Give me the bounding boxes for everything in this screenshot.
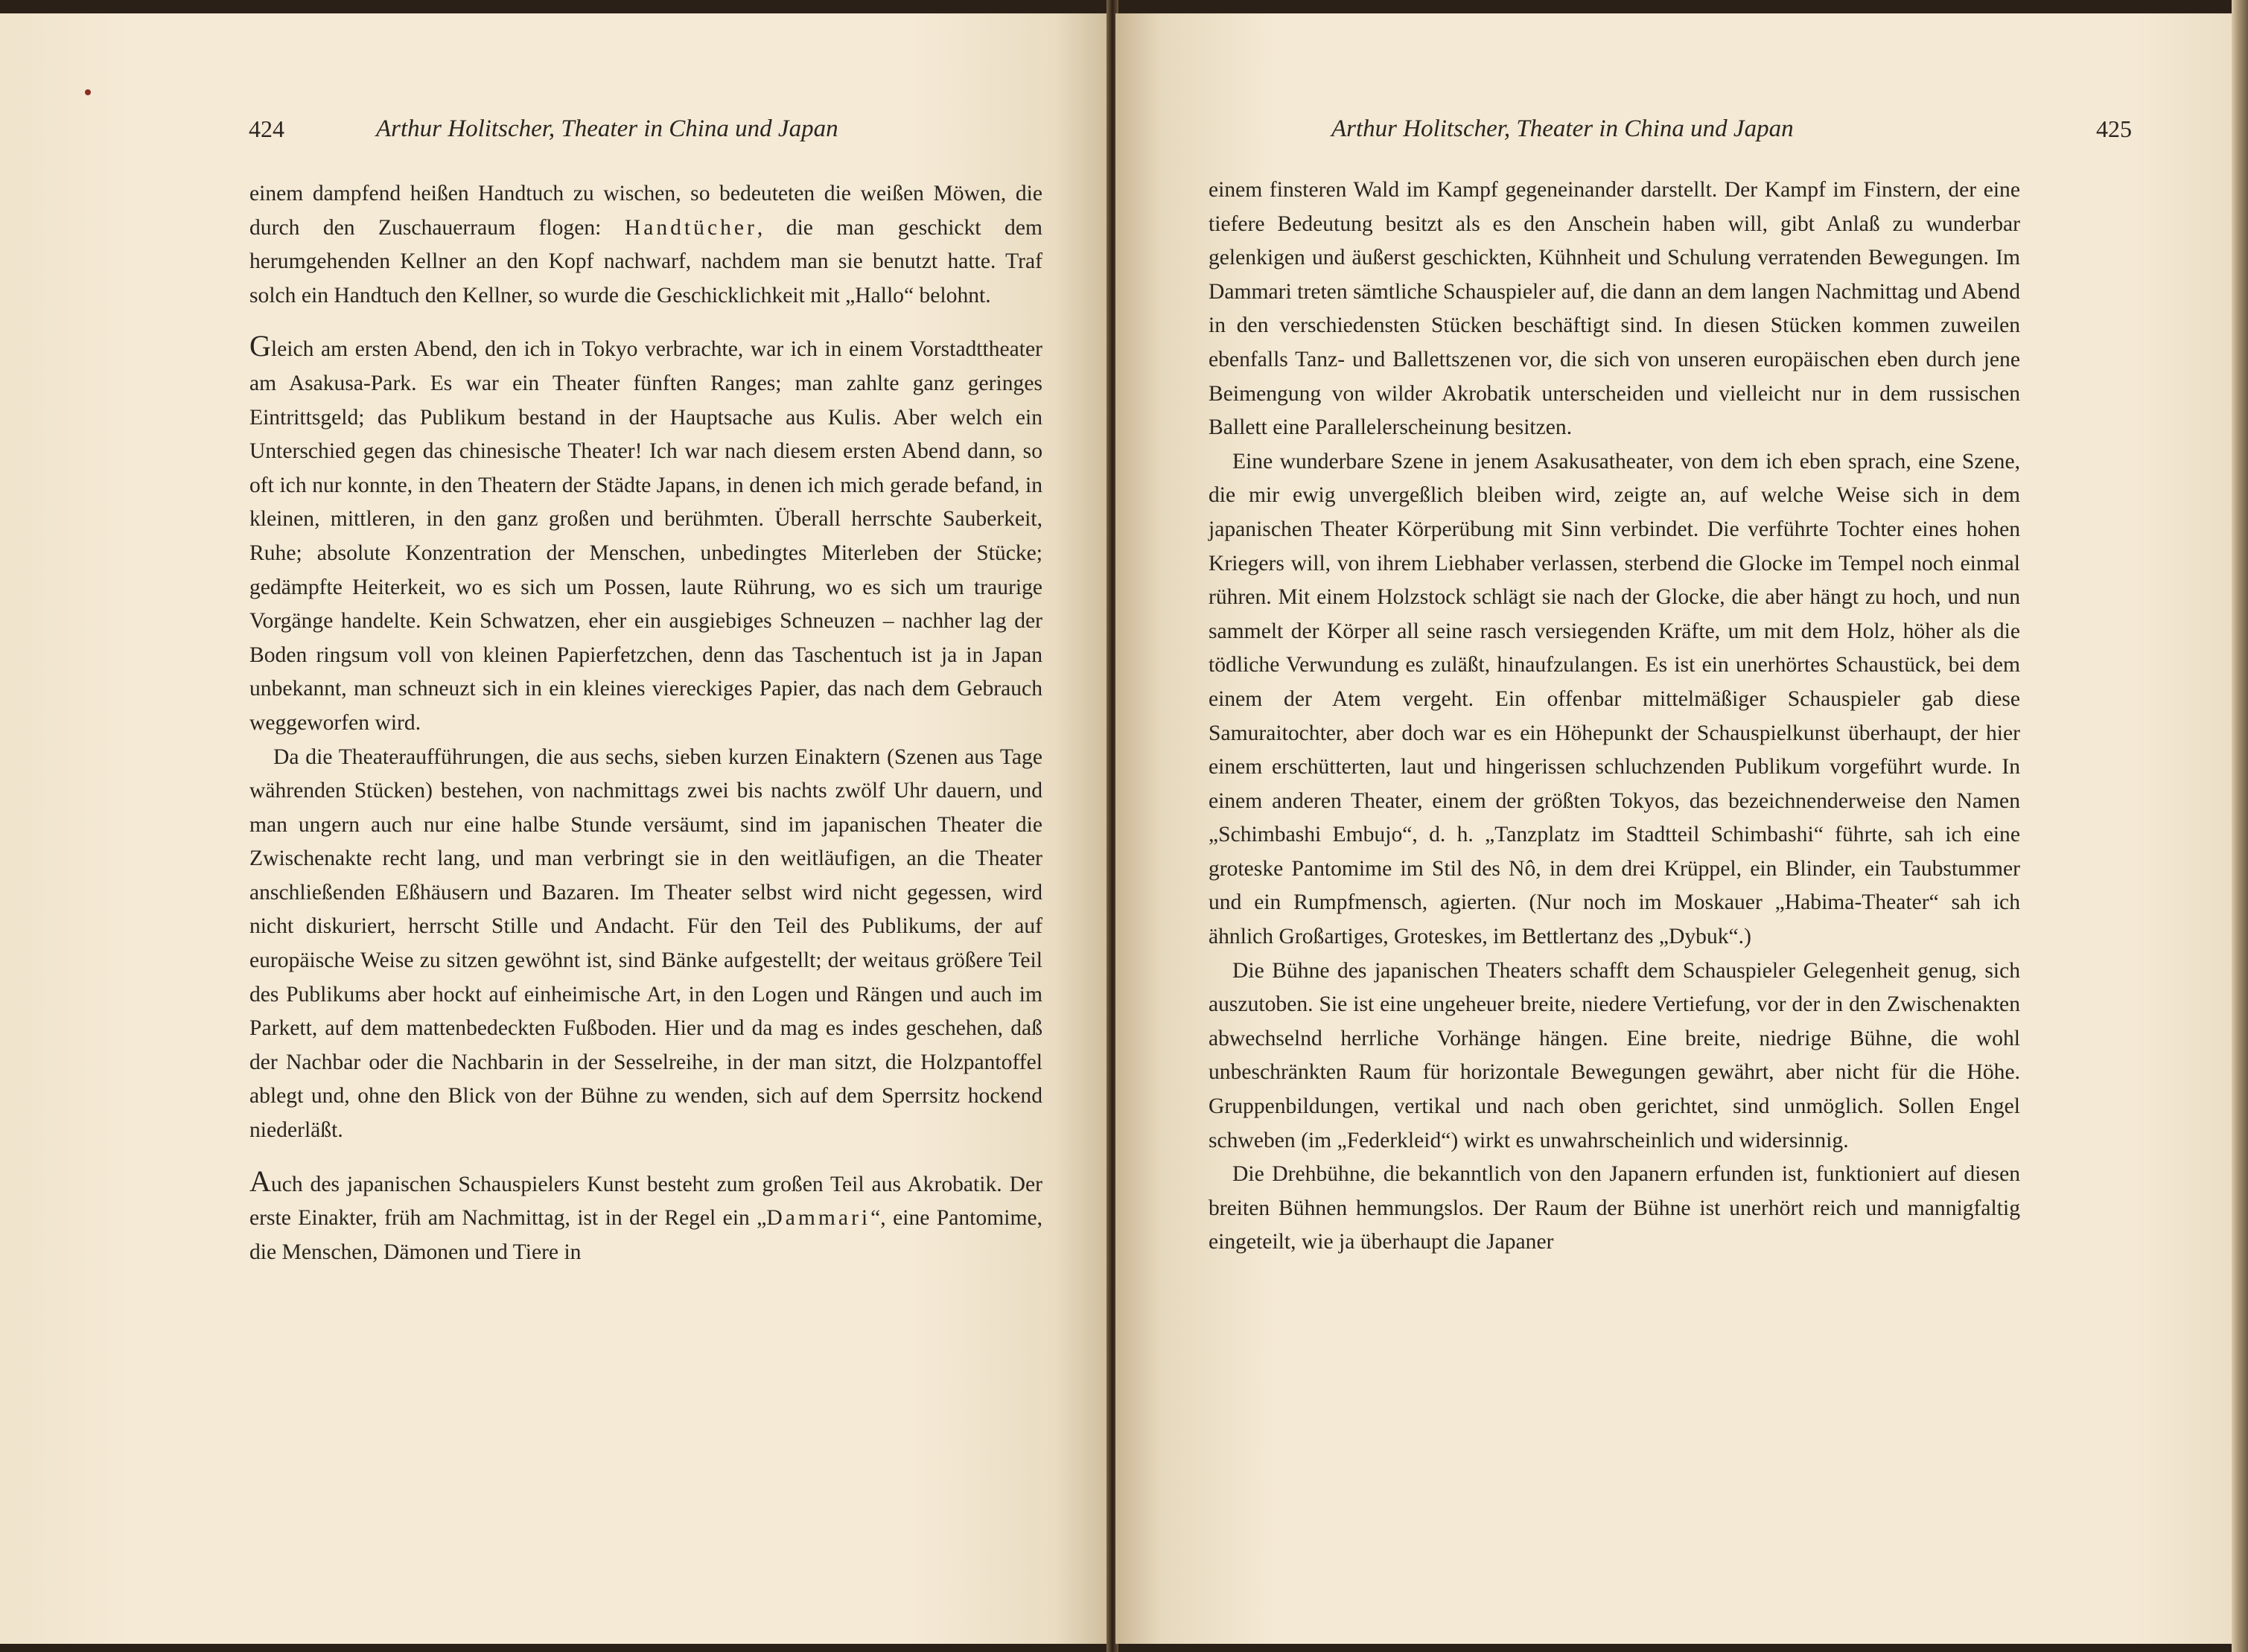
right-page-header: [1331, 106, 2132, 151]
right-page-body: [1209, 173, 2020, 1260]
page-edges: [2232, 0, 2248, 1652]
initial-letter: A: [249, 1164, 271, 1198]
text-run: Die Drehbühne, die bekanntlich von den Japanern erfunden ist, funktioniert auf diesen breiten Bühnen hemmungslos. Der Raum der Bühne ist unerhört reich und mannigfaltig eingeteilt, wie ja überhaupt die Japaner: [1209, 1162, 2020, 1254]
paragraph: [249, 741, 1042, 1148]
text-run: uch des japanischen Schauspielers Kunst besteht zum großen Teil aus Akrobatik. Der erste Einakter, früh am Nachmittag, ist in der Regel ein „: [249, 1172, 1042, 1231]
paragraph: [249, 329, 1042, 740]
text-run: leich am ersten Abend, den ich in Tokyo verbrachte, war ich in einem Vorstadttheater am Asakusa-Park. Es war ein Theater fünften Ranges; man zahlte ganz geringes Eintrittsgeld; das Publikum bestand in der Hauptsache aus Kulis. Aber welch ein Unterschied gegen das chinesische Theater! Ich war nach diesem ersten Abend dann, so oft ich nur konnte, in den Theatern der Städte Japans, in denen ich mich gerade befand, in kleinen, mittleren, in den ganz großen und berühmten. Überall herrschte Sauberkeit, Ruhe; absolute Konzentration der Menschen, unbedingtes Miterleben der Stücke; gedämpfte Heiterkeit, wo es sich um Possen, laute Rührung, wo es sich um traurige Vorgänge handelte. Kein Schwatzen, eher ein ausgiebiges Schneuzen – nachher lag der Boden ringsum voll von kleinen Papierfetzchen, denn das Taschentuch ist ja in Japan unbekannt, man schneuzt sich in ein kleines viereckiges Papier, das nach dem Gebrauch weggeworfen wird.: [249, 337, 1042, 735]
paragraph: [1209, 954, 2020, 1158]
text-run: “, eine Pantomime, die Menschen, Dämonen und Tiere in: [249, 1206, 1042, 1264]
left-page-header: [249, 106, 1042, 151]
paragraph: [1209, 445, 2020, 954]
page-number: 425: [2096, 115, 2132, 142]
left-page: [0, 13, 1111, 1644]
text-run: Eine wunderbare Szene in jenem Asakusatheater, von dem ich eben sprach, eine Szene, die mir ewig unvergeßlich bleiben wird, zeigte an, auf welche Weise sich in dem japanischen Theater Körperübung mit Sinn verbindet. Die verführte Tochter eines hohen Kriegers will, von ihrem Liebhaber verlassen, sterbend die Glocke im Tempel noch einmal rühren. Mit einem Holzstock schlägt sie nach der Glocke, die aber hängt zu hoch, und nun sammelt der Körper all seine rasch versiegenden Kräfte, um mit dem Holz, höher als die tödliche Verwundung es zuläßt, hinaufzulangen. Es ist ein unerhörtes Schaustück, bei dem einem der Atem vergeht. Ein offenbar mittelmäßiger Schauspieler gab diese Samuraitochter, aber doch war es ein Höhepunkt der Schauspielkunst überhaupt, der hier einem erschütterten, laut und hingerissen schluchzenden Publikum vorgeführt wurde. In einem anderen Theater, einem der größten Tokyos, das bezeichnenderweise den Namen „Schimbashi Embujo“, d. h. „Tanzplatz im Stadtteil Schimbashi“ führte, sah ich eine groteske Pantomime im Stil des Nô, in dem drei Krüppel, ein Blinder, ein Taubstummer und ein Rumpfmensch, agierten. (Nur noch im Moskauer „Habima-Theater“ sah ich ähnlich Großartiges, Groteskes, im Bettlertanz des „Dybuk“.): [1209, 449, 2020, 949]
text-run: , die man geschickt dem herumgehenden Kellner an den Kopf nachwarf, nachdem man sie benutzt hatte. Traf solch ein Handtuch den Kellner, so wurde die Geschicklichkeit mit „Hallo“ belohnt.: [249, 215, 1042, 307]
right-page: [1115, 13, 2248, 1644]
paragraph: [249, 1164, 1042, 1270]
initial-letter: G: [249, 329, 271, 363]
text-run: Die Bühne des japanischen Theaters schafft dem Schauspieler Gelegenheit genug, sich auszutoben. Sie ist eine ungeheuer breite, niedere Vertiefung, vor der in den Zwischenakten abwechselnd herrliche Vorhänge hängen. Eine breite, niedrige Bühne, die wohl unbeschränkten Raum für horizontale Bewegungen gewährt, aber nicht für die Höhe. Gruppenbildungen, vertikal und nach oben gerichtet, sind unmöglich. Sollen Engel schweben (im „Federkleid“) wirkt es unwahrscheinlich und widersinnig.: [1209, 958, 2020, 1152]
text-run: einem dampfend heißen Handtuch zu wischen, so bedeuteten die weißen Möwen, die durch den Zuschauerraum flogen:: [249, 182, 1042, 240]
running-head: Arthur Holitscher, Theater in China und Japan: [376, 115, 838, 142]
running-head: Arthur Holitscher, Theater in China und Japan: [1331, 115, 1794, 142]
text-run: einem finsteren Wald im Kampf gegeneinander darstellt. Der Kampf im Finstern, der eine tiefere Bedeutung besitzt als es den Anschein haben will, gibt Anlaß zu wunderbar gelenkigen und äußerst geschickten, Kühnheit und Schulung verratenden Bewegungen. Im Dammari treten sämtliche Schauspieler auf, die dann an dem langen Nachmittag und Abend in den verschiedensten Stücken beschäftigt sind. In diesen Stücken kommen zuweilen ebenfalls Tanz- und Ballettszenen vor, die sich von unseren europäischen eben durch jene Beimengung von wilder Akrobatik unterscheiden und vielleicht nur in dem russischen Ballett eine Parallelerscheinung besitzen.: [1209, 178, 2020, 440]
page-number: 424: [249, 115, 284, 142]
ink-mark: [85, 89, 91, 95]
spaced-word: Dammari: [766, 1206, 871, 1231]
text-run: Da die Theateraufführungen, die aus sechs, sieben kurzen Einaktern (Szenen aus Tage währenden Stücken) bestehen, von nachmittags zwei bis nachts zwölf Uhr dauern, und man ungern auch nur eine halbe Stunde versäumt, sind im japanischen Theater die Zwischenakte recht lang, und man verbringt sie in den weitläufigen, an die Theater anschließenden Eßhäusern und Bazaren. Im Theater selbst wird nicht gegessen, wird nicht diskuriert, herrscht Stille und Andacht. Für den Teil des Publikums, der auf europäische Weise zu sitzen gewöhnt ist, sind Bänke aufgestellt; der weitaus größere Teil des Publikums aber hockt auf einheimische Art, in den Logen und Rängen und auch im Parkett, auf dem mattenbedeckten Fußboden. Hier und da mag es indes geschehen, daß der Nachbar oder die Nachbarin in der Sesselreihe, in der man sitzt, die Holzpantoffel ablegt und, ohne den Blick von der Bühne zu wenden, sich auf dem Sperrsitz hockend niederläßt.: [249, 744, 1042, 1143]
paragraph: [1209, 173, 2020, 445]
spaced-word: Handtücher: [624, 215, 757, 240]
paragraph: [1209, 1158, 2020, 1260]
left-page-body: [249, 177, 1042, 1269]
paragraph: [249, 177, 1042, 313]
